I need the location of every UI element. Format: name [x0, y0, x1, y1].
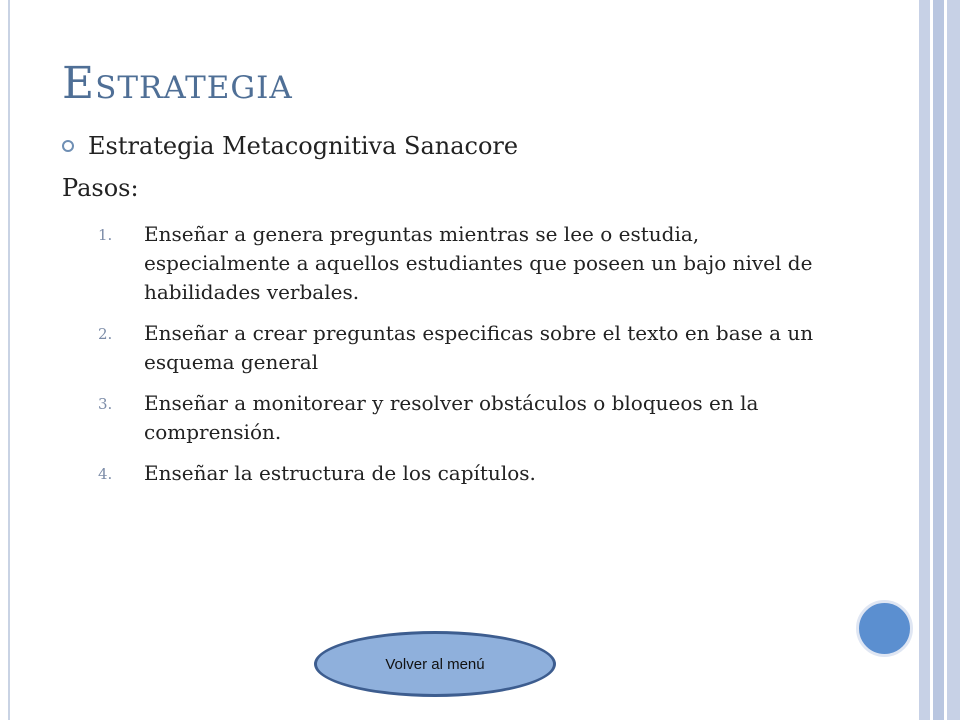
slide-title: Estrategia	[62, 58, 293, 109]
bullet-item	[62, 128, 518, 164]
step-number: 3.	[98, 395, 113, 413]
decorative-circle-icon	[856, 600, 913, 657]
step-number: 4.	[98, 465, 113, 483]
right-decorative-stripes	[914, 0, 960, 720]
bullet-text: Estrategia Metacognitiva Sanacore	[88, 132, 519, 160]
step-item-3	[98, 389, 818, 447]
step-text: Enseñar la estructura de los capítulos.	[144, 461, 536, 485]
step-item-1	[98, 220, 818, 307]
circle-bullet-icon	[62, 140, 74, 152]
steps-heading: Pasos:	[62, 174, 139, 202]
steps-list	[98, 220, 818, 500]
step-item-2	[98, 319, 818, 377]
step-text: Enseñar a crear preguntas especificas sobre el texto en base a un esquema general	[144, 321, 814, 374]
left-border-line	[8, 0, 10, 720]
step-number: 2.	[98, 325, 113, 343]
step-text: Enseñar a genera preguntas mientras se lee o estudia, especialmente a aquellos estudiantes que poseen un bajo nivel de habilidades verbales.	[144, 222, 813, 304]
step-text: Enseñar a monitorear y resolver obstáculos o bloqueos en la comprensión.	[144, 391, 759, 444]
step-item-4	[98, 459, 818, 488]
back-to-menu-button[interactable]: Volver al menú	[314, 631, 556, 697]
step-number: 1.	[98, 226, 113, 244]
